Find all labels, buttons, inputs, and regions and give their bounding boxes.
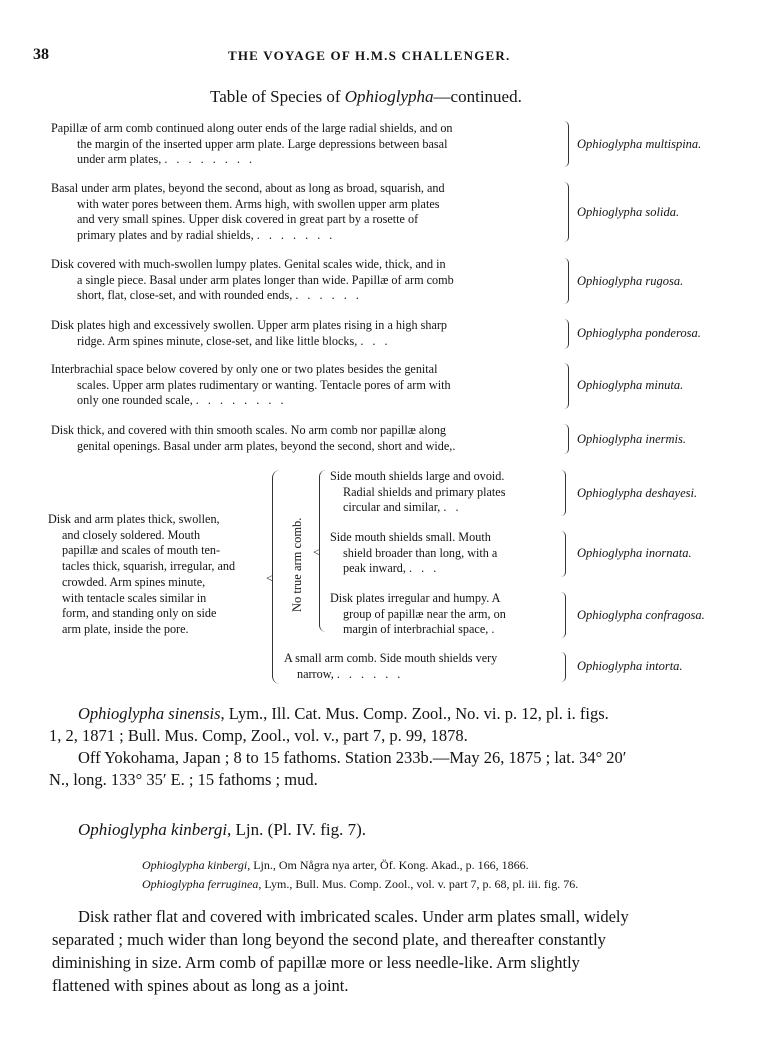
lead-line: crowded. Arm spines minute, xyxy=(62,574,206,589)
lead-line: form, and standing only on side xyxy=(62,606,217,621)
brace xyxy=(560,470,566,516)
key-entry xyxy=(51,362,451,409)
brace xyxy=(563,121,569,167)
key-line: a single piece. Basal under arm plates longer than wide. Papillæ of arm comb xyxy=(77,272,454,287)
key-entry xyxy=(51,181,445,244)
sinensis-line: Off Yokohama, Japan ; 8 to 15 fathoms. Station 233b.—May 26, 1875 ; lat. 34° 20′ xyxy=(78,748,627,767)
sub-line: Disk plates irregular and humpy. A xyxy=(330,591,501,605)
brace xyxy=(563,258,569,304)
key-line: Interbrachial space below covered by only one or two plates besides the genital xyxy=(51,362,438,376)
lead-line: with tentacle scales similar in xyxy=(62,590,207,605)
group-lead xyxy=(48,512,276,638)
subgroup-brace xyxy=(319,470,328,632)
page-number: 38 xyxy=(33,46,49,63)
species-name: Ophioglypha intorta. xyxy=(577,659,683,673)
group-brace xyxy=(272,470,283,684)
running-head: THE VOYAGE OF H.M.S CHALLENGER. xyxy=(228,48,511,63)
key-entry xyxy=(51,257,454,304)
key-line: Disk thick, and covered with thin smooth scales. No arm comb nor papillæ along xyxy=(51,423,447,437)
key-line: ridge. Arm spines minute, close-set, and like little blocks, . . . xyxy=(77,333,391,348)
lead-line: and closely soldered. Mouth xyxy=(62,527,201,542)
sinensis-line: Ophioglypha sinensis, Lym., Ill. Cat. Mus. Comp. Zool., No. vi. p. 12, pl. i. figs. xyxy=(78,704,609,723)
sub-line: Radial shields and primary plates xyxy=(343,484,506,499)
lead-line: Disk and arm plates thick, swollen, xyxy=(48,512,220,526)
desc-line: separated ; much wider than long beyond the second plate, and thereafter constantly xyxy=(52,930,606,949)
synonym-ref: Ophioglypha ferruginea, Lym., Bull. Mus. Comp. Zool., vol. v. part 7, p. 68, pl. iii. fig. 76. xyxy=(142,877,579,891)
species-name: Ophioglypha inornata. xyxy=(577,546,692,560)
key-line: Disk plates high and excessively swollen. Upper arm plates rising in a high sharp xyxy=(51,318,448,332)
synonym-ref: Ophioglypha kinbergi, Ljn., Om Några nya arter, Öf. Kong. Akad., p. 166, 1866. xyxy=(142,858,529,872)
key-line: Basal under arm plates, beyond the second, about as long as broad, squarish, and xyxy=(51,181,445,195)
brace xyxy=(563,424,569,454)
brace xyxy=(560,652,566,682)
key-line: Papillæ of arm comb continued along outer ends of the large radial shields, and on xyxy=(51,121,453,135)
sub-line: margin of interbrachial space, . xyxy=(343,622,498,637)
species-name: Ophioglypha inermis. xyxy=(577,432,687,446)
brace-point: < xyxy=(266,571,273,585)
brace xyxy=(563,182,569,242)
sinensis-paragraph xyxy=(49,703,738,791)
key-line: genital openings. Basal under arm plates, beyond the second, short and wide,. xyxy=(77,438,456,453)
key-line: scales. Upper arm plates rudimentary or wanting. Tentacle pores of arm with xyxy=(77,377,451,392)
sub-line: group of papillæ near the arm, on xyxy=(343,606,506,621)
desc-line: diminishing in size. Arm comb of papillæ more or less needle-like. Arm slightly xyxy=(52,953,580,972)
species-name: Ophioglypha solida. xyxy=(577,205,680,219)
lead-line: tacles thick, squarish, irregular, and xyxy=(62,559,236,574)
table-title xyxy=(210,87,522,107)
brace xyxy=(560,592,566,638)
brace xyxy=(563,363,569,409)
species-name: Ophioglypha ponderosa. xyxy=(577,326,701,340)
sinensis-line: N., long. 133° 35′ E. ; 15 fathoms ; mud. xyxy=(49,770,318,789)
brace-point: < xyxy=(313,545,320,559)
species-heading: Ophioglypha kinbergi, Ljn. (Pl. IV. fig. 7). xyxy=(78,820,367,839)
brace xyxy=(563,319,569,349)
sub-entry xyxy=(330,469,505,516)
table-title-genus: Ophioglypha xyxy=(344,87,434,106)
species-name: Ophioglypha minuta. xyxy=(577,378,684,392)
description-paragraph xyxy=(52,905,629,997)
sub-line: peak inward, . . . xyxy=(343,561,440,576)
key-line: and very small spines. Upper disk covered in great part by a rosette of xyxy=(77,212,419,227)
key-line: Disk covered with much-swollen lumpy plates. Genital scales wide, thick, and in xyxy=(51,257,446,271)
desc-line: flattened with spines about as long as a joint. xyxy=(52,976,349,995)
species-name: Ophioglypha rugosa. xyxy=(577,274,684,288)
sub-line: A small arm comb. Side mouth shields very xyxy=(284,651,498,665)
key-line: primary plates and by radial shields, . . . . . . . xyxy=(77,228,336,243)
sub-entry xyxy=(330,591,506,638)
sub-entry xyxy=(330,530,497,577)
sub-line: circular and similar, . . xyxy=(343,500,462,515)
key-entry xyxy=(51,318,447,349)
sub-entry xyxy=(284,651,497,682)
key-line: with water pores between them. Arms high, with swollen upper arm plates xyxy=(77,196,440,211)
species-name: Ophioglypha multispina. xyxy=(577,137,702,151)
key-line: only one rounded scale, . . . . . . . . xyxy=(77,393,287,408)
sub-line: Side mouth shields large and ovoid. xyxy=(330,469,505,483)
sub-line: shield broader than long, with a xyxy=(343,545,498,560)
key-entry xyxy=(51,423,455,454)
key-line: under arm plates, . . . . . . . . xyxy=(77,152,256,167)
table-title-suffix: —continued. xyxy=(433,87,522,106)
lead-line: arm plate, inside the pore. xyxy=(62,621,189,636)
lead-line: papillæ and scales of mouth ten- xyxy=(62,543,221,558)
brace xyxy=(560,531,566,577)
desc-line: Disk rather flat and covered with imbricated scales. Under arm plates small, widely xyxy=(78,907,629,926)
species-name: Ophioglypha deshayesi. xyxy=(577,486,698,500)
table-title-prefix: Table of Species of xyxy=(210,87,345,106)
species-name: Ophioglypha confragosa. xyxy=(577,608,705,622)
sinensis-line: 1, 2, 1871 ; Bull. Mus. Comp, Zool., vol. v., part 7, p. 99, 1878. xyxy=(49,726,468,745)
key-line: the margin of the inserted upper arm plate. Large depressions between basal xyxy=(77,136,448,151)
sub-line: Side mouth shields small. Mouth xyxy=(330,530,491,544)
key-line: short, flat, close-set, and with rounded ends, . . . . . . xyxy=(77,288,362,303)
vertical-label: No true arm comb. xyxy=(290,517,304,612)
key-entry xyxy=(51,121,453,168)
sub-line: narrow, . . . . . . xyxy=(297,666,404,681)
